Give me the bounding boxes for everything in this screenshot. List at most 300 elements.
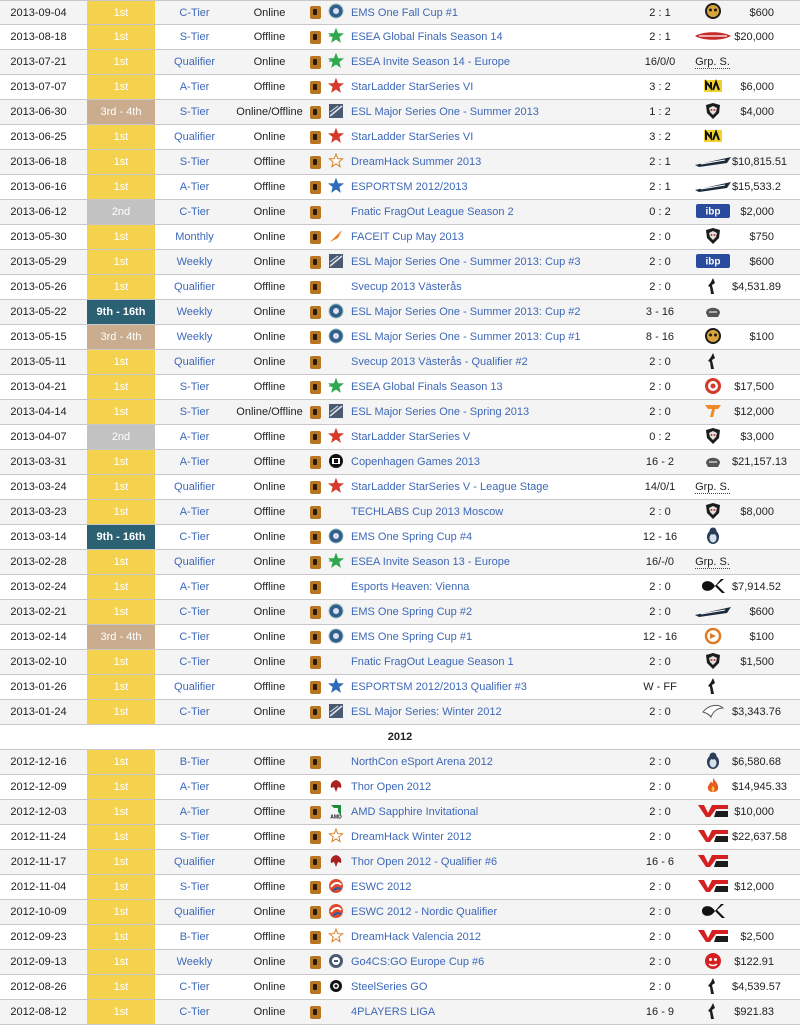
starladder-league-icon[interactable] [328, 478, 344, 497]
prize-cell: $921.83 [732, 1000, 800, 1025]
tournament-link[interactable]: ESL Major Series One - Summer 2013: Cup #3 [347, 250, 609, 275]
tier-link[interactable]: Qualifier [155, 550, 234, 575]
ems-league-icon[interactable] [328, 303, 344, 322]
tier-link[interactable]: Qualifier [155, 475, 234, 500]
tournament-link[interactable]: ESWC 2012 - Nordic Qualifier [347, 900, 609, 925]
opponent-cell[interactable] [693, 875, 732, 900]
tournament-link[interactable]: ESPORTSM 2012/2013 Qualifier #3 [347, 675, 609, 700]
date-cell: 2012-09-13 [0, 950, 87, 975]
event-type: Offline [234, 175, 305, 200]
tier-link[interactable]: S-Tier [155, 150, 234, 175]
league-icon-cell[interactable] [325, 25, 347, 50]
score-cell: 2 : 0 [609, 500, 693, 525]
opponent-cell[interactable] [693, 175, 732, 200]
date-cell: 2013-06-12 [0, 200, 87, 225]
vg-team-icon[interactable] [696, 927, 730, 948]
league-icon-cell[interactable] [325, 675, 347, 700]
result-row [0, 525, 800, 550]
prize-cell: $14,945.33 [732, 775, 800, 800]
date-cell: 2012-08-12 [0, 1000, 87, 1025]
score-cell: 2 : 0 [609, 650, 693, 675]
cs-team-icon[interactable] [704, 1001, 722, 1024]
esl-league-icon[interactable] [328, 253, 344, 272]
league-icon-cell[interactable] [325, 550, 347, 575]
date-cell: 2013-06-25 [0, 125, 87, 150]
game-icon-cell [305, 75, 325, 100]
tier-link[interactable]: A-Tier [155, 500, 234, 525]
tournament-link[interactable]: ESL Major Series: Winter 2012 [347, 700, 609, 725]
date-cell: 2013-04-14 [0, 400, 87, 425]
tier-link[interactable]: Weekly [155, 950, 234, 975]
opponent-cell[interactable] [693, 775, 732, 800]
tier-link[interactable]: Weekly [155, 325, 234, 350]
tier-link[interactable]: A-Tier [155, 575, 234, 600]
csgo-icon [310, 456, 321, 469]
esl-league-icon[interactable] [328, 403, 344, 422]
prize-cell [732, 525, 800, 550]
opponent-cell[interactable] [693, 675, 732, 700]
tier-link[interactable]: A-Tier [155, 75, 234, 100]
prize-cell: $2,000 [732, 200, 800, 225]
tier-link[interactable]: Qualifier [155, 125, 234, 150]
thor-league-icon[interactable] [328, 853, 344, 872]
cs-team-icon[interactable] [704, 276, 722, 299]
date-cell: 2013-01-26 [0, 675, 87, 700]
opponent-cell[interactable] [693, 350, 732, 375]
tournament-link[interactable]: EMS One Fall Cup #1 [347, 1, 609, 25]
tier-link[interactable]: C-Tier [155, 525, 234, 550]
tier-link[interactable]: Qualifier [155, 50, 234, 75]
cs-team-icon[interactable] [704, 676, 722, 699]
tier-link[interactable]: S-Tier [155, 825, 234, 850]
navi-team-icon[interactable] [702, 127, 724, 148]
tournament-link[interactable]: Copenhagen Games 2013 [347, 450, 609, 475]
game-icon-cell [305, 225, 325, 250]
vp-team-icon[interactable] [703, 226, 723, 249]
prize-cell: $3,000 [732, 425, 800, 450]
league-icon-cell[interactable] [325, 475, 347, 500]
tournament-link[interactable]: Go4CS:GO Europe Cup #6 [347, 950, 609, 975]
prize-cell: $600 [732, 250, 800, 275]
vp-team-icon[interactable] [703, 101, 723, 124]
vp-team-icon[interactable] [703, 501, 723, 524]
tournament-link[interactable]: DreamHack Valencia 2012 [347, 925, 609, 950]
eswc-league-icon[interactable] [328, 903, 344, 922]
game-icon-cell [305, 50, 325, 75]
wing-team-icon[interactable] [701, 702, 725, 723]
esl-league-icon[interactable] [328, 703, 344, 722]
prize-cell [732, 350, 800, 375]
placement-badge: 1st [87, 375, 155, 400]
csgo-icon [310, 656, 321, 669]
game-icon-cell [305, 575, 325, 600]
tournament-link[interactable]: ESL Major Series One - Summer 2013 [347, 100, 609, 125]
opponent-cell[interactable] [693, 800, 732, 825]
prize-cell: $600 [732, 600, 800, 625]
opponent-cell[interactable] [693, 25, 732, 50]
ems-league-icon[interactable] [328, 528, 344, 547]
ibuypower-team-icon[interactable] [695, 253, 731, 272]
target-team-icon[interactable] [703, 376, 723, 399]
placement-badge: 2nd [87, 425, 155, 450]
vp-team-icon[interactable] [703, 426, 723, 449]
prize-cell: $7,914.52 [732, 575, 800, 600]
tournament-link[interactable]: Thor Open 2012 - Qualifier #6 [347, 850, 609, 875]
tier-link[interactable]: S-Tier [155, 25, 234, 50]
esportsm-league-icon[interactable] [328, 678, 344, 697]
tier-link[interactable]: A-Tier [155, 800, 234, 825]
tournament-link[interactable]: Esports Heaven: Vienna [347, 575, 609, 600]
csgo-icon [310, 131, 321, 144]
opponent-cell[interactable] [693, 575, 732, 600]
league-icon-cell[interactable] [325, 825, 347, 850]
opponent-cell[interactable] [693, 125, 732, 150]
tournament-link[interactable]: ESL Major Series One - Summer 2013: Cup #2 [347, 300, 609, 325]
league-icon-cell[interactable] [325, 100, 347, 125]
tier-link[interactable]: C-Tier [155, 1000, 234, 1025]
tournament-link[interactable]: DreamHack Winter 2012 [347, 825, 609, 850]
result-row [0, 675, 800, 700]
tournament-link[interactable]: ESPORTSM 2012/2013 [347, 175, 609, 200]
tournament-link[interactable]: Svecup 2013 Västerås [347, 275, 609, 300]
score-cell: 2 : 0 [609, 225, 693, 250]
tier-link[interactable]: Monthly [155, 225, 234, 250]
tournament-link[interactable]: EMS One Spring Cup #2 [347, 600, 609, 625]
tournament-link[interactable]: ESL Major Series One - Spring 2013 [347, 400, 609, 425]
opponent-cell[interactable] [693, 75, 732, 100]
prize-cell [732, 900, 800, 925]
opponent-cell[interactable] [693, 200, 732, 225]
tier-link[interactable]: S-Tier [155, 400, 234, 425]
tier-link[interactable]: S-Tier [155, 375, 234, 400]
game-icon-cell [305, 825, 325, 850]
tournament-link[interactable]: EMS One Spring Cup #4 [347, 525, 609, 550]
event-type: Online [234, 950, 305, 975]
ems-league-icon[interactable] [328, 628, 344, 647]
score-cell: 3 : 2 [609, 125, 693, 150]
tier-link[interactable]: C-Tier [155, 700, 234, 725]
tier-link[interactable]: B-Tier [155, 925, 234, 950]
opponent-cell[interactable] [693, 525, 732, 550]
tournament-link[interactable]: StarLadder StarSeries VI [347, 125, 609, 150]
league-icon-cell[interactable] [325, 250, 347, 275]
opponent-cell[interactable] [693, 400, 732, 425]
cs-team-icon[interactable] [704, 351, 722, 374]
score-cell: 16 - 6 [609, 850, 693, 875]
opponent-cell[interactable] [693, 325, 732, 350]
starladder-league-icon[interactable] [328, 128, 344, 147]
starladder-league-icon[interactable] [328, 78, 344, 97]
game-icon-cell [305, 125, 325, 150]
date-cell: 2013-04-21 [0, 375, 87, 400]
league-icon-cell[interactable] [325, 450, 347, 475]
tournament-link[interactable]: ESWC 2012 [347, 875, 609, 900]
opponent-cell[interactable] [693, 450, 732, 475]
league-icon-cell[interactable] [325, 125, 347, 150]
league-icon-cell[interactable] [325, 625, 347, 650]
score-cell: 2 : 0 [609, 975, 693, 1000]
gold-skull-team-icon[interactable] [702, 326, 724, 349]
league-icon-cell[interactable] [325, 900, 347, 925]
csgo-icon [310, 481, 321, 494]
esportsm-league-icon[interactable] [328, 178, 344, 197]
faceit-league-icon[interactable] [328, 228, 344, 247]
opponent-cell[interactable] [693, 850, 732, 875]
score-cell: 2 : 0 [609, 825, 693, 850]
league-icon-cell[interactable] [325, 75, 347, 100]
date-cell: 2013-03-24 [0, 475, 87, 500]
opponent-cell[interactable] [693, 225, 732, 250]
thor-league-icon[interactable] [328, 778, 344, 797]
tier-link[interactable]: Weekly [155, 300, 234, 325]
event-type: Online [234, 225, 305, 250]
helmet-team-icon[interactable] [703, 451, 723, 474]
tournament-link[interactable]: 4PLAYERS LIGA [347, 1000, 609, 1025]
vp-team-icon[interactable] [703, 651, 723, 674]
opponent-cell[interactable] [693, 300, 732, 325]
tier-link[interactable]: S-Tier [155, 875, 234, 900]
prize-cell: $10,000 [732, 800, 800, 825]
ship-team-icon[interactable] [693, 178, 732, 197]
score-cell: 2 : 0 [609, 250, 693, 275]
tournament-link[interactable]: StarLadder StarSeries V [347, 425, 609, 450]
cph-league-icon[interactable] [328, 453, 344, 472]
tournament-link[interactable]: Svecup 2013 Västerås - Qualifier #2 [347, 350, 609, 375]
date-cell: 2012-09-23 [0, 925, 87, 950]
tournament-link[interactable]: ESEA Invite Season 13 - Europe [347, 550, 609, 575]
event-type: Online [234, 1000, 305, 1025]
league-icon-cell[interactable] [325, 600, 347, 625]
result-row [0, 300, 800, 325]
placement-badge: 1st [87, 775, 155, 800]
opponent-cell[interactable] [693, 1, 732, 25]
league-icon-cell[interactable] [325, 375, 347, 400]
date-cell: 2013-01-24 [0, 700, 87, 725]
penguin-team-icon[interactable] [704, 751, 722, 774]
opponent-cell[interactable] [693, 925, 732, 950]
tournament-link[interactable]: AMD Sapphire Invitational [347, 800, 609, 825]
game-icon-cell [305, 325, 325, 350]
opponent-cell[interactable] [693, 650, 732, 675]
league-icon-cell[interactable] [325, 225, 347, 250]
score-cell: 3 : 2 [609, 75, 693, 100]
league-icon-cell[interactable] [325, 950, 347, 975]
navi-team-icon[interactable] [702, 77, 724, 98]
opponent-cell[interactable] [693, 900, 732, 925]
tournament-link[interactable]: ESEA Global Finals Season 14 [347, 25, 609, 50]
tournament-link[interactable]: StarLadder StarSeries VI [347, 75, 609, 100]
tier-link[interactable]: C-Tier [155, 975, 234, 1000]
opponent-cell[interactable] [693, 500, 732, 525]
alpha-team-icon[interactable] [699, 577, 727, 598]
ship-team-icon[interactable] [693, 603, 732, 622]
dreamhack-league-icon[interactable] [328, 153, 344, 172]
esl-league-icon[interactable] [328, 103, 344, 122]
steelseries-league-icon[interactable] [328, 978, 344, 997]
tier-link[interactable]: S-Tier [155, 100, 234, 125]
league-icon-cell [325, 200, 347, 225]
result-row [0, 625, 800, 650]
score-cell: 2 : 0 [609, 400, 693, 425]
opponent-cell[interactable] [693, 150, 732, 175]
game-icon-cell [305, 150, 325, 175]
vg-team-icon[interactable] [696, 852, 730, 873]
tier-link[interactable]: C-Tier [155, 625, 234, 650]
csgo-icon [310, 931, 321, 944]
csgo-icon [310, 181, 321, 194]
league-icon-cell[interactable] [325, 850, 347, 875]
ibuypower-team-icon[interactable] [695, 203, 731, 222]
tournament-link[interactable]: ESEA Invite Season 14 - Europe [347, 50, 609, 75]
opponent-cell[interactable] [693, 625, 732, 650]
orange-circle-team-icon[interactable] [703, 626, 723, 649]
opponent-cell [693, 475, 732, 500]
ship-team-icon[interactable] [693, 153, 732, 172]
esea-league-icon[interactable] [328, 28, 344, 47]
ems-league-icon[interactable] [328, 328, 344, 347]
opponent-cell[interactable] [693, 825, 732, 850]
tier-link[interactable]: A-Tier [155, 450, 234, 475]
eswc-league-icon[interactable] [328, 878, 344, 897]
result-row [0, 1, 800, 25]
tier-link[interactable]: B-Tier [155, 750, 234, 775]
league-icon-cell[interactable] [325, 525, 347, 550]
esea-league-icon[interactable] [328, 53, 344, 72]
opponent-cell[interactable] [693, 975, 732, 1000]
event-type: Online [234, 625, 305, 650]
tier-link[interactable]: C-Tier [155, 200, 234, 225]
tier-link[interactable]: C-Tier [155, 1, 234, 25]
league-icon-cell[interactable] [325, 325, 347, 350]
tournament-link[interactable]: FACEIT Cup May 2013 [347, 225, 609, 250]
tournament-link[interactable]: SteelSeries GO [347, 975, 609, 1000]
csgo-icon [310, 381, 321, 394]
game-icon-cell [305, 250, 325, 275]
result-row [0, 650, 800, 675]
league-icon-cell[interactable] [325, 425, 347, 450]
tournament-link[interactable]: TECHLABS Cup 2013 Moscow [347, 500, 609, 525]
result-row [0, 700, 800, 725]
tier-link[interactable]: Qualifier [155, 850, 234, 875]
starladder-league-icon[interactable] [328, 428, 344, 447]
tournament-link[interactable]: Fnatic FragOut League Season 1 [347, 650, 609, 675]
game-icon-cell [305, 800, 325, 825]
flame-team-icon[interactable] [704, 776, 722, 799]
score-cell: 2 : 0 [609, 775, 693, 800]
dreamhack-league-icon[interactable] [328, 928, 344, 947]
opponent-cell[interactable] [693, 250, 732, 275]
tier-link[interactable]: Qualifier [155, 350, 234, 375]
go4cs-league-icon[interactable] [328, 953, 344, 972]
tournament-link[interactable]: DreamHack Summer 2013 [347, 150, 609, 175]
prize-cell: $12,000 [732, 875, 800, 900]
tier-link[interactable]: A-Tier [155, 775, 234, 800]
date-cell: 2013-07-21 [0, 50, 87, 75]
vg-team-icon[interactable] [696, 877, 730, 898]
league-icon-cell[interactable] [325, 50, 347, 75]
league-icon-cell[interactable] [325, 800, 347, 825]
tier-link[interactable]: Qualifier [155, 900, 234, 925]
csgo-icon [310, 506, 321, 519]
league-icon-cell[interactable] [325, 1, 347, 25]
opponent-cell[interactable] [693, 600, 732, 625]
tier-link[interactable]: Qualifier [155, 675, 234, 700]
score-cell: 3 - 16 [609, 300, 693, 325]
opponent-cell[interactable] [693, 700, 732, 725]
league-icon-cell[interactable] [325, 175, 347, 200]
dreamhack-league-icon[interactable] [328, 828, 344, 847]
tier-link[interactable]: Qualifier [155, 275, 234, 300]
gold-skull-team-icon[interactable] [702, 1, 724, 24]
league-icon-cell[interactable] [325, 925, 347, 950]
opponent-cell[interactable] [693, 425, 732, 450]
opponent-cell[interactable] [693, 375, 732, 400]
league-icon-cell[interactable] [325, 875, 347, 900]
tier-link[interactable]: A-Tier [155, 425, 234, 450]
league-icon-cell[interactable] [325, 775, 347, 800]
alpha-team-icon[interactable] [699, 902, 727, 923]
helmet-team-icon[interactable] [703, 301, 723, 324]
tier-link[interactable]: C-Tier [155, 600, 234, 625]
esea-league-icon[interactable] [328, 378, 344, 397]
game-icon-cell [305, 600, 325, 625]
league-icon-cell[interactable] [325, 300, 347, 325]
league-icon-cell[interactable] [325, 975, 347, 1000]
cs-team-icon[interactable] [704, 976, 722, 999]
game-icon-cell [305, 1, 325, 25]
opponent-cell[interactable] [693, 100, 732, 125]
date-cell: 2012-08-26 [0, 975, 87, 1000]
tournament-link[interactable]: Thor Open 2012 [347, 775, 609, 800]
esea-league-icon[interactable] [328, 553, 344, 572]
opponent-cell[interactable] [693, 950, 732, 975]
result-row [0, 275, 800, 300]
red-swoosh-team-icon[interactable] [693, 30, 732, 45]
ems-league-icon[interactable] [328, 603, 344, 622]
game-icon-cell [305, 775, 325, 800]
prize-cell: $4,000 [732, 100, 800, 125]
result-row [0, 600, 800, 625]
penguin-team-icon[interactable] [704, 526, 722, 549]
tier-link[interactable]: C-Tier [155, 650, 234, 675]
tier-link[interactable]: Weekly [155, 250, 234, 275]
vg-team-icon[interactable] [696, 827, 730, 848]
red-face-team-icon[interactable] [703, 951, 723, 974]
league-icon-cell[interactable] [325, 700, 347, 725]
ems-league-icon[interactable] [328, 3, 344, 22]
tournament-link[interactable]: Fnatic FragOut League Season 2 [347, 200, 609, 225]
tournament-link[interactable]: ESL Major Series One - Summer 2013: Cup #1 [347, 325, 609, 350]
prize-cell: $100 [732, 625, 800, 650]
placement-badge: 1st [87, 475, 155, 500]
tournament-link[interactable]: StarLadder StarSeries V - League Stage [347, 475, 609, 500]
tournament-link[interactable]: NorthCon eSport Arena 2012 [347, 750, 609, 775]
csgo-icon [310, 806, 321, 819]
opponent-cell[interactable] [693, 750, 732, 775]
tournament-link[interactable]: EMS One Spring Cup #1 [347, 625, 609, 650]
amd-league-icon[interactable] [328, 803, 344, 822]
opponent-cell[interactable] [693, 1000, 732, 1025]
tournament-link[interactable]: ESEA Global Finals Season 13 [347, 375, 609, 400]
tier-link[interactable]: A-Tier [155, 175, 234, 200]
league-icon-cell[interactable] [325, 400, 347, 425]
opponent-cell[interactable] [693, 275, 732, 300]
vg-team-icon[interactable] [696, 802, 730, 823]
league-icon-cell[interactable] [325, 150, 347, 175]
fnatic-team-icon[interactable] [702, 402, 724, 423]
result-row [0, 1000, 800, 1025]
prize-cell: $15,533.2 [732, 175, 800, 200]
